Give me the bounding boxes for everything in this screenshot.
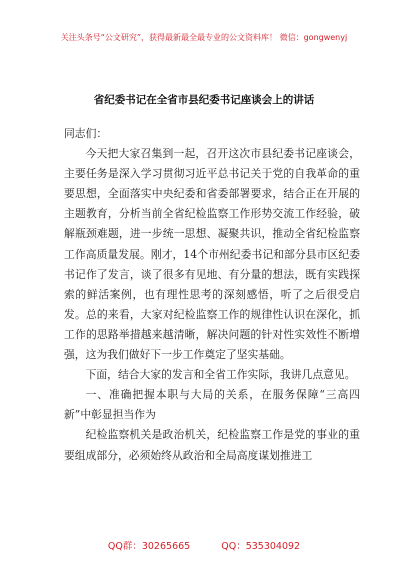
document-body [64,124,360,466]
footer-qq: QQ：535304092 [221,541,301,552]
paragraph-section-1: 纪检监察机关是政治机关，纪检监察工作是党的事业的重要组成部分，必须始终从政治和全局高度谋划推进工 [64,428,360,462]
section-heading-1: 一、准确把握本职与大局的关系，在服务保障“三高四新”中彰显担当作为 [64,388,360,422]
footer-qq-group: QQ群：30265665 [107,541,191,552]
paragraph-intro: 今天把大家召集到一起，召开这次市县纪委书记座谈会，主要任务是深入学习贯彻习近平总书记关于党的自我革命的重要思想，全面落实中央纪委和省委部署要求，结合正在开展的主题教育，分析当前全省纪检监察工作形势交流工作经验，破解瓶颈难题，进一步统一思想、凝聚共识，推动全省纪检监察工作高质量发展。刚才，14个市州纪委书记和部分县市区纪委书记作了发言，谈了很多有见地、有分量的想法，既有实践探索的鲜活案例，也有理性思考的深刻感悟，听了之后很受启发。总的来看，大家对纪检监察工作的规律性认识在深化，抓工作的思路举措越来越清晰，解决问题的针对性实效性不断增强，这为我们做好下一步工作奠定了坚实基础。 [64,147,360,362]
salutation: 同志们： [64,127,108,140]
paragraph-transition: 下面，结合大家的发言和全省工作实际，我讲几点意见。 [85,368,356,382]
header-banner: 关注头条号“公文研究”，获得最新最全最专业的公文资料库！ 微信：gongwenyj [60,33,348,42]
document-title: 省纪委书记在全省市县纪委书记座谈会上的讲话 [93,94,315,106]
footer-contact [0,538,408,552]
